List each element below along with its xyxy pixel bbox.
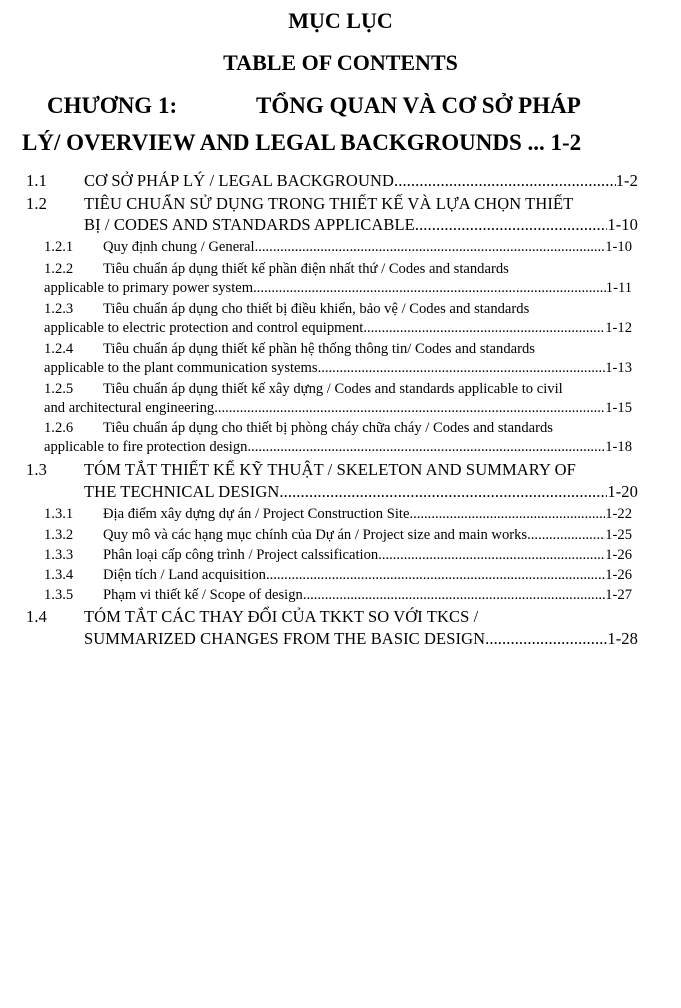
toc-entry[interactable] [44, 586, 632, 605]
entry-title: Diện tích / Land acquisition [103, 567, 266, 583]
dot-leader [527, 526, 605, 545]
entry-page: 1-28 [607, 629, 638, 648]
dot-leader [394, 170, 616, 192]
entry-page: 1-13 [605, 360, 632, 376]
entry-title: CƠ SỞ PHÁP LÝ / LEGAL BACKGROUND [84, 171, 394, 190]
toc-title-vietnamese: MỤC LỤC [288, 8, 393, 33]
entry-title: Phân loại cấp công trình / Project calssification [103, 547, 379, 563]
chapter-title-line2[interactable]: LÝ/ OVERVIEW AND LEGAL BACKGROUNDS ... 1-2 [22, 130, 582, 155]
toc-entry[interactable] [44, 546, 632, 565]
entry-page: 1-11 [605, 280, 632, 296]
entry-number: 1.2.4 [44, 341, 74, 357]
entry-title: Phạm vi thiết kế / Scope of design [103, 587, 303, 603]
entry-number: 1.3 [26, 460, 47, 479]
entry-page: 1-15 [605, 400, 632, 416]
entry-title-line2: SUMMARIZED CHANGES FROM THE BASIC DESIGN [84, 629, 486, 648]
entry-page: 1-20 [607, 482, 638, 501]
entry-number: 1.3.2 [44, 527, 74, 543]
entry-number: 1.3.5 [44, 587, 74, 603]
toc-entry[interactable] [44, 399, 632, 418]
dot-leader [363, 319, 605, 338]
entry-title-line1[interactable]: TIÊU CHUẨN SỬ DỤNG TRONG THIẾT KẾ VÀ LỰA CHỌN THIẾT [84, 194, 574, 213]
entry-title: Quy mô và các hạng mục chính của Dự án / Project size and main works [103, 527, 528, 543]
entry-number: 1.3.3 [44, 547, 74, 563]
entry-title-line1[interactable]: Tiêu chuẩn áp dụng thiết kế xây dựng / Codes and standards applicable to civil [103, 381, 563, 397]
entry-page: 1-10 [607, 215, 638, 234]
entry-page: 1-18 [605, 439, 632, 455]
entry-number: 1.1 [26, 171, 47, 190]
entry-title-line2: and architectural engineering [44, 400, 215, 416]
entry-number: 1.2 [26, 194, 47, 213]
dot-leader [303, 586, 605, 605]
toc-entry[interactable] [44, 319, 632, 338]
dot-leader [255, 238, 606, 257]
dot-leader [318, 359, 606, 378]
entry-title-line1[interactable]: Tiêu chuẩn áp dụng thiết kế phần điện nhất thứ / Codes and standards [103, 261, 509, 277]
chapter-title-line1: TỔNG QUAN VÀ CƠ SỞ PHÁP [256, 93, 581, 118]
entry-title-line1[interactable]: TÓM TẮT THIẾT KẾ KỸ THUẬT / SKELETON AND SUMMARY OF [84, 460, 576, 479]
entry-number: 1.2.5 [44, 381, 74, 397]
toc-title-english: TABLE OF CONTENTS [223, 50, 458, 75]
entry-page: 1-2 [615, 171, 638, 190]
entry-title-line1[interactable]: Tiêu chuẩn áp dụng thiết kế phần hệ thống thông tin/ Codes and standards [103, 341, 535, 357]
dot-leader [279, 481, 607, 503]
toc-entry[interactable] [44, 279, 632, 298]
entry-title-line2: BỊ / CODES AND STANDARDS APPLICABLE [84, 215, 415, 234]
entry-page: 1-26 [605, 567, 632, 583]
entry-page: 1-27 [605, 587, 632, 603]
toc-entry[interactable] [44, 438, 632, 457]
entry-title-line2: applicable to primary power system [44, 280, 254, 296]
entry-number: 1.4 [26, 607, 47, 626]
entry-title-line1[interactable]: Tiêu chuẩn áp dụng cho thiết bị phòng cháy chữa cháy / Codes and standards [103, 420, 553, 436]
toc-entry[interactable] [84, 481, 638, 503]
entry-number: 1.2.2 [44, 261, 74, 277]
dot-leader [253, 279, 606, 298]
dot-leader [378, 546, 605, 565]
chapter-label: CHƯƠNG 1: [47, 93, 178, 118]
dot-leader [415, 214, 607, 236]
entry-number: 1.3.1 [44, 506, 74, 522]
entry-number: 1.2.6 [44, 420, 74, 436]
toc-entry[interactable] [44, 359, 632, 378]
entry-title-line2: applicable to electric protection and control equipment [44, 320, 364, 336]
toc-entry[interactable] [26, 170, 638, 192]
entry-page: 1-10 [605, 239, 632, 255]
dot-leader [485, 628, 607, 650]
entry-title-line1[interactable]: TÓM TẮT CÁC THAY ĐỔI CỦA TKKT SO VỚI TKCS / [84, 607, 479, 626]
entry-page: 1-12 [605, 320, 632, 336]
dot-leader [409, 505, 605, 524]
toc-entry[interactable] [44, 566, 632, 585]
entry-title-line2: applicable to the plant communication systems [44, 360, 318, 376]
toc-entry[interactable] [44, 526, 632, 545]
entry-number: 1.3.4 [44, 567, 74, 583]
entry-page: 1-22 [605, 506, 632, 522]
toc-entry[interactable] [84, 214, 638, 236]
entry-page: 1-25 [605, 527, 632, 543]
entry-title-line2: THE TECHNICAL DESIGN [84, 482, 280, 501]
entry-title-line1[interactable]: Tiêu chuẩn áp dụng cho thiết bị điều khiển, bảo vệ / Codes and standards [103, 301, 530, 317]
entry-title-line2: applicable to fire protection design [44, 439, 248, 455]
dot-leader [247, 438, 605, 457]
dot-leader [266, 566, 605, 585]
entry-title: Quy định chung / General [103, 239, 255, 255]
toc-entry[interactable] [84, 628, 638, 650]
entry-title: Địa điểm xây dựng dự án / Project Construction Site [103, 506, 410, 522]
entry-page: 1-26 [605, 547, 632, 563]
toc-entry[interactable] [44, 238, 632, 257]
toc-entry[interactable] [44, 505, 632, 524]
dot-leader [214, 399, 605, 418]
entry-number: 1.2.1 [44, 239, 74, 255]
entry-number: 1.2.3 [44, 301, 74, 317]
